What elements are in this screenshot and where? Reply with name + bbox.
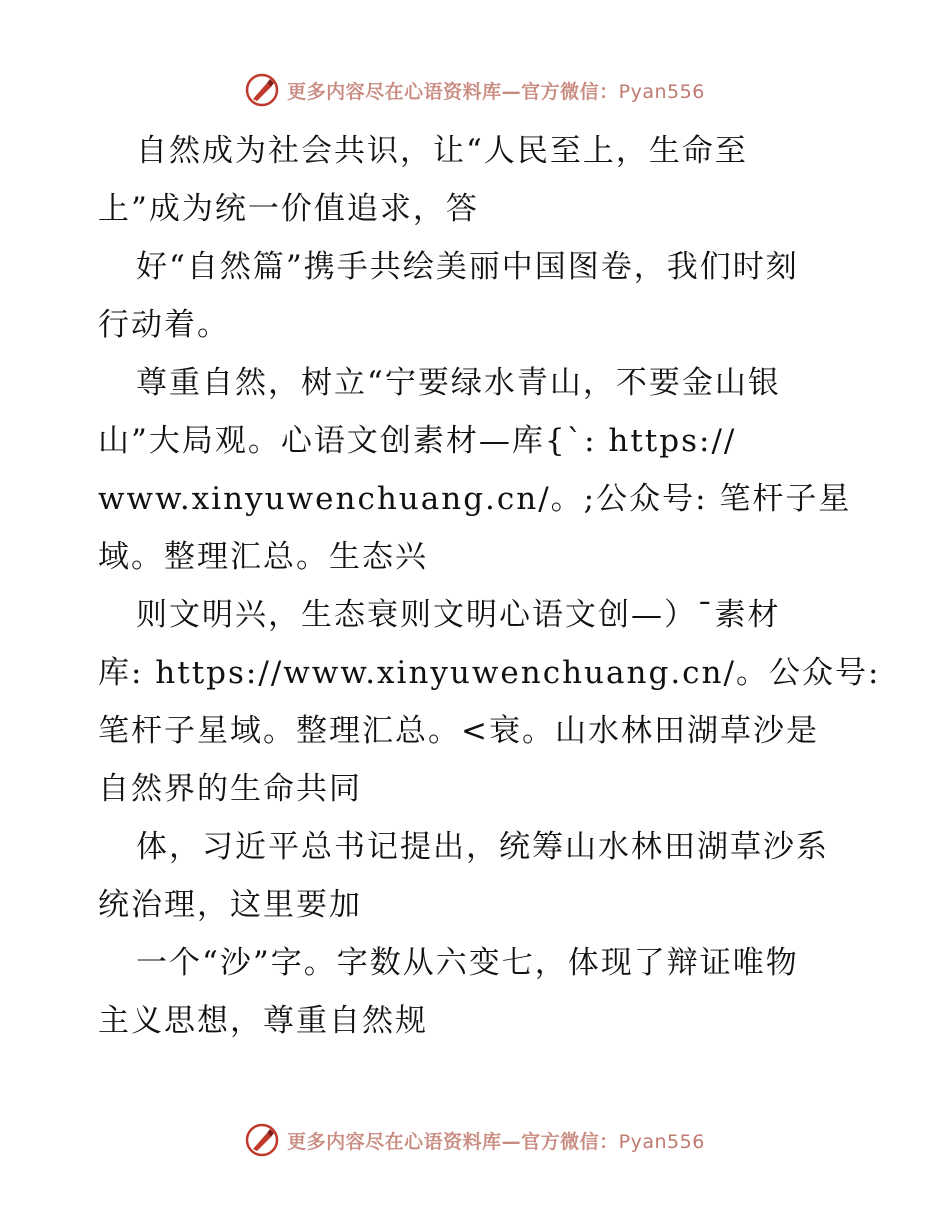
footer-banner-account: Pyan556: [618, 1130, 705, 1153]
body-line: 统治理，这里要加: [98, 887, 362, 923]
header-banner-account: Pyan556: [618, 80, 705, 103]
pen-logo-icon: [245, 73, 279, 107]
body-line: 上”成为统一价值追求，答: [98, 191, 479, 227]
body-line: 主义思想，尊重自然规: [98, 1003, 428, 1039]
body-line: 体，习近平总书记提出，统筹山水林田湖草沙系: [136, 829, 829, 865]
body-line: 笔杆子星域。整理汇总。<衰。山水林田湖草沙是: [98, 713, 819, 749]
body-line: 自然界的生命共同: [98, 771, 362, 807]
body-line: 域。整理汇总。生态兴: [98, 539, 428, 575]
body-line: 库: https://www.xinyuwenchuang.cn/。公众号:: [98, 655, 881, 691]
body-line: www.xinyuwenchuang.cn/。;公众号: 笔杆子星: [98, 481, 852, 517]
body-line: 尊重自然，树立“宁要绿水青山，不要金山银: [136, 365, 781, 401]
pen-logo-icon: [245, 1123, 279, 1157]
footer-banner-text: 更多内容尽在心语资料库—官方微信：Pyan556: [287, 1130, 705, 1153]
footer-watermark-banner: [0, 1120, 950, 1160]
body-line: 好“自然篇”携手共绘美丽中国图卷，我们时刻: [136, 249, 799, 285]
body-line: 一个“沙”字。字数从六变七，体现了辩证唯物: [136, 945, 799, 981]
document-body: [98, 122, 881, 1050]
body-line: 行动着。: [98, 307, 230, 343]
body-line: 山”大局观。心语文创素材—库{`: https://: [98, 423, 737, 459]
header-banner-text: 更多内容尽在心语资料库—官方微信：Pyan556: [287, 80, 705, 103]
header-watermark-banner: [0, 70, 950, 110]
body-line: 则文明兴，生态衰则文明心语文创—）¯素材: [136, 597, 781, 633]
body-line: 自然成为社会共识，让“人民至上，生命至: [136, 133, 748, 169]
